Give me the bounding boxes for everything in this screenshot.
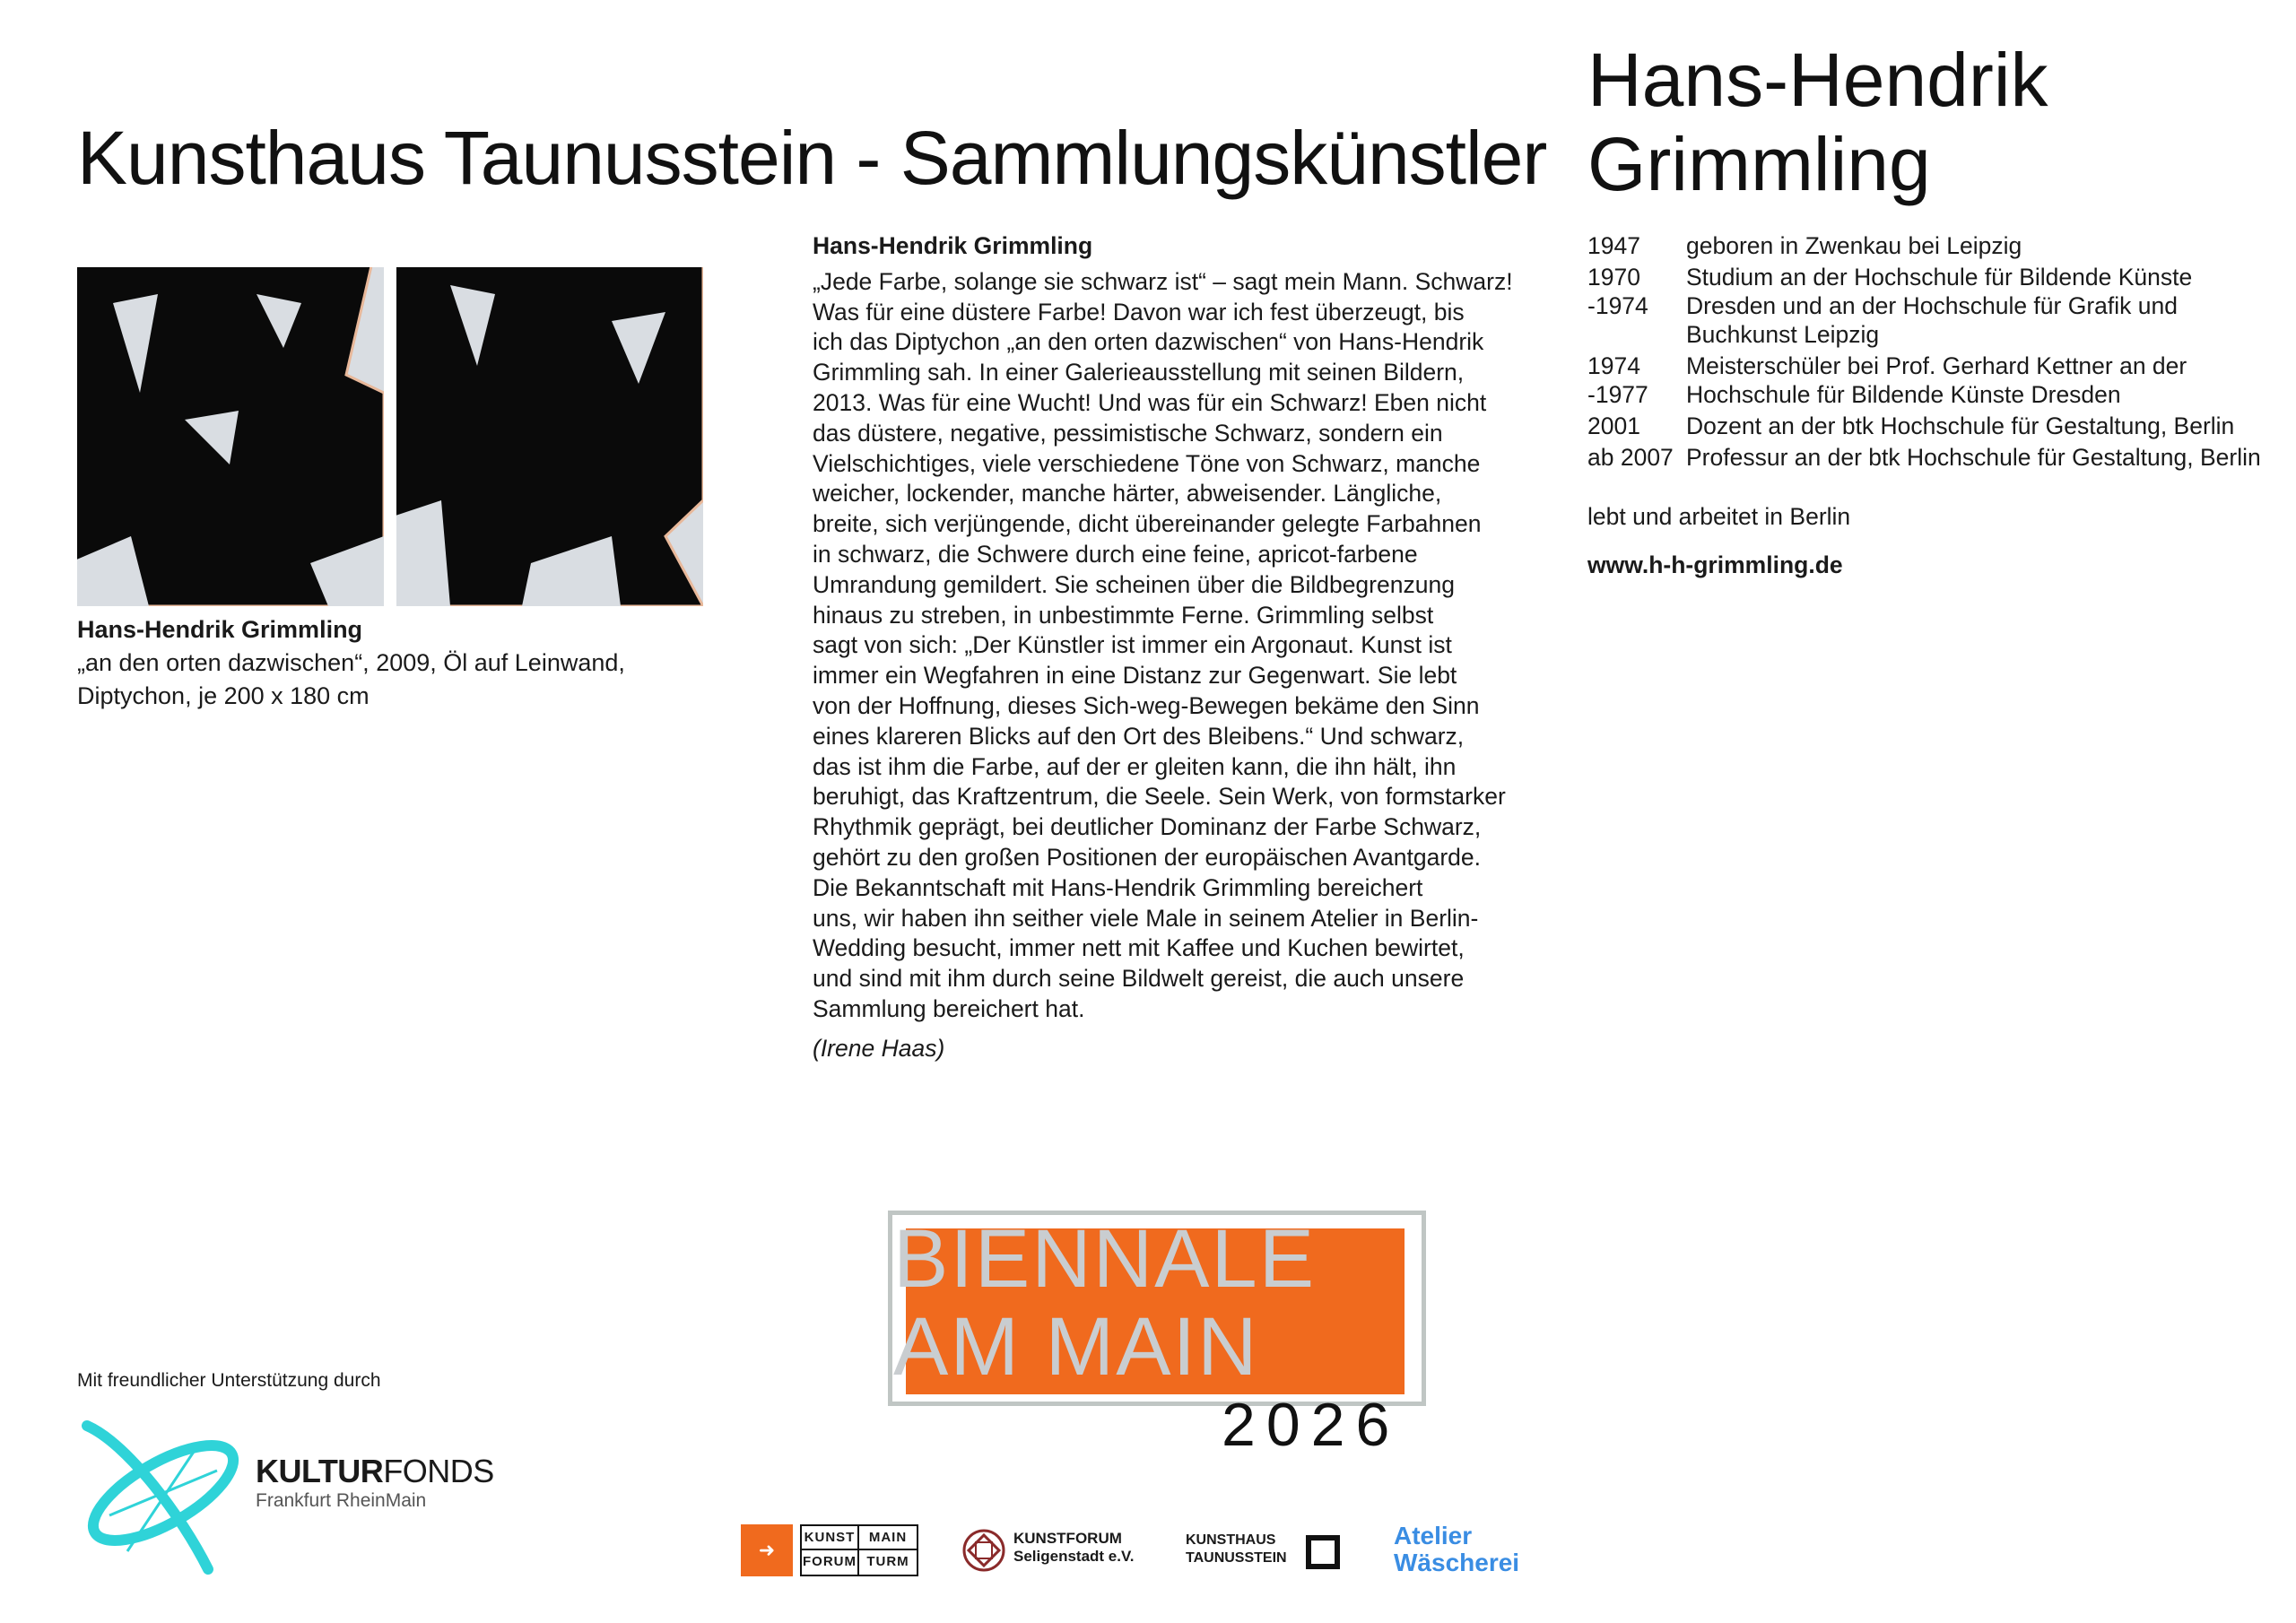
website-link[interactable]: www.h-h-grimmling.de bbox=[1587, 551, 1843, 578]
bio-list bbox=[1587, 231, 2287, 472]
caption-detail: Diptychon, je 200 x 180 cm bbox=[77, 682, 370, 709]
biography bbox=[1587, 231, 2287, 579]
kunstforum-seal-icon bbox=[961, 1528, 1006, 1573]
essay-line: von der Hoffnung, dieses Sich-weg-Bewegen bekäme den Sinn bbox=[813, 691, 1480, 719]
essay-body bbox=[813, 267, 1521, 1025]
essay-line: das ist ihm die Farbe, auf der er gleiten kann, die ihn hält, ihn bbox=[813, 752, 1457, 780]
bio-text: geboren in Zwenkau bei Leipzig bbox=[1686, 232, 2022, 259]
biennale-line2: AM MAIN bbox=[893, 1301, 1259, 1393]
essay-line: ich das Diptychon „an den orten dazwischen“ von Hans-Hendrik bbox=[813, 328, 1484, 356]
essay-heading: Hans-Hendrik Grimmling bbox=[813, 232, 1093, 259]
artist-name-line1: Hans-Hendrik bbox=[1587, 38, 2048, 122]
essay-line: Die Bekanntschaft mit Hans-Hendrik Grimmling bereichert bbox=[813, 873, 1423, 901]
essay-line: sagt von sich: „Der Künstler ist immer ein Argonaut. Kunst ist bbox=[813, 631, 1452, 659]
essay-line: in schwarz, die Schwere durch eine feine, apricot-farbene bbox=[813, 540, 1418, 568]
sponsor-logos bbox=[741, 1515, 1521, 1578]
lives-in: lebt und arbeitet in Berlin bbox=[1587, 503, 1851, 530]
essay-line: Rhythmik geprägt, bei deutlicher Dominanz der Farbe Schwarz, bbox=[813, 813, 1482, 841]
kunsthaus-line1: KUNSTHAUS bbox=[1186, 1532, 1276, 1548]
kunstmain-cell: KUNST bbox=[802, 1526, 859, 1550]
essay-line: Wedding besucht, immer nett mit Kaffee und Kuchen bewirtet, bbox=[813, 934, 1465, 962]
artwork-panel-right bbox=[396, 267, 703, 606]
essay-line: breite, sich verjüngende, dicht übereinander gelegte Farbahnen bbox=[813, 510, 1482, 538]
kulturfonds-regular: FONDS bbox=[383, 1453, 494, 1489]
artist-name-heading bbox=[1587, 38, 2048, 206]
essay-line: uns, wir haben ihn seither viele Male in seinem Atelier in Berlin- bbox=[813, 904, 1479, 932]
bio-entry bbox=[1587, 352, 2287, 409]
essay-line: Umrandung gemildert. Sie scheinen über die Bildbegrenzung bbox=[813, 570, 1455, 598]
kunsthaus-text bbox=[1186, 1532, 1287, 1567]
essay-line: beruhigt, das Kraftzentrum, die Seele. Sein Werk, von formstarker bbox=[813, 783, 1506, 811]
bio-entry bbox=[1587, 412, 2287, 440]
bio-year: ab 2007 bbox=[1587, 444, 1674, 471]
bio-text: Dozent an der btk Hochschule für Gestaltung, Berlin bbox=[1686, 412, 2235, 439]
biennale-year: 2026 bbox=[1222, 1391, 1401, 1459]
essay-author: (Irene Haas) bbox=[813, 1034, 945, 1062]
artist-name-line2: Grimmling bbox=[1587, 122, 1931, 206]
bio-entry bbox=[1587, 443, 2287, 472]
kunsthaus-square-icon bbox=[1306, 1535, 1340, 1569]
essay-line: und sind mit ihm durch seine Bildwelt gereist, die auch unsere bbox=[813, 965, 1465, 993]
kulturfonds-logo-icon bbox=[74, 1408, 253, 1578]
essay-line: eines klareren Blicks auf den Ort des Bleibens.“ Und schwarz, bbox=[813, 722, 1465, 750]
bio-entry bbox=[1587, 263, 2287, 349]
essay-line: Grimmling sah. In einer Galerieausstellung mit seinen Bildern, bbox=[813, 359, 1465, 386]
essay-line: Sammlung bereichert hat. bbox=[813, 994, 1085, 1022]
kunstmain-logo bbox=[800, 1524, 918, 1576]
caption-artist: Hans-Hendrik Grimmling bbox=[77, 616, 363, 643]
essay-line: weicher, lockender, manche härter, abweisender. Längliche, bbox=[813, 480, 1442, 508]
caption-title: „an den orten dazwischen“, 2009, Öl auf Leinwand, bbox=[77, 649, 625, 676]
bio-text: Studium an der Hochschule für Bildende Künste Dresden und an der Hochschule für Grafik und Buchkunst Leipzig bbox=[1686, 264, 2193, 348]
bio-text: Meisterschüler bei Prof. Gerhard Kettner an der Hochschule für Bildende Künste Dresden bbox=[1686, 352, 2187, 408]
artwork-panel-left bbox=[77, 267, 384, 606]
support-label: Mit freundlicher Unterstützung durch bbox=[77, 1370, 381, 1391]
kunstmain-cell: TURM bbox=[866, 1554, 909, 1569]
kulturfonds-sub: Frankfurt RheinMain bbox=[256, 1490, 427, 1511]
essay-line: Vielschichtiges, viele verschiedene Töne von Schwarz, manche bbox=[813, 449, 1481, 477]
essay-line: immer ein Wegfahren in eine Distanz zur Gegenwart. Sie lebt bbox=[813, 662, 1457, 690]
kunstforum-text bbox=[1013, 1530, 1134, 1566]
bio-year: 2001 bbox=[1587, 412, 1640, 439]
kunstmain-arrow-icon: ➜ bbox=[741, 1524, 793, 1576]
kulturfonds-bold: KULTUR bbox=[256, 1453, 384, 1489]
essay-line: das düstere, negative, pessimistische Schwarz, sondern ein bbox=[813, 419, 1443, 447]
bio-year: 1947 bbox=[1587, 232, 1640, 259]
essay-line: 2013. Was für eine Wucht! Und was für ein Schwarz! Eben nicht bbox=[813, 388, 1487, 416]
artwork-caption bbox=[77, 613, 625, 713]
essay-line: „Jede Farbe, solange sie schwarz ist“ – sagt mein Mann. Schwarz! bbox=[813, 267, 1513, 295]
atelier-line2: Wäscherei bbox=[1394, 1549, 1520, 1576]
kulturfonds-wordmark bbox=[256, 1453, 494, 1512]
bio-year: 1974 -1977 bbox=[1587, 352, 1648, 408]
kunstmain-cell: MAIN bbox=[859, 1526, 917, 1550]
bio-text: Professur an der btk Hochschule für Gestaltung, Berlin bbox=[1686, 444, 2261, 471]
atelier-line1: Atelier bbox=[1394, 1522, 1473, 1549]
kunsthaus-line2: TAUNUSSTEIN bbox=[1186, 1550, 1287, 1566]
essay-line: Was für eine düstere Farbe! Davon war ich fest überzeugt, bis bbox=[813, 298, 1465, 325]
kunstforum-line1: KUNSTFORUM bbox=[1013, 1530, 1122, 1547]
bio-entry bbox=[1587, 231, 2287, 260]
page-title: Kunsthaus Taunusstein - Sammlungskünstler bbox=[77, 116, 1547, 200]
bio-year: 1970 -1974 bbox=[1587, 264, 1648, 319]
essay-line: gehört zu den großen Positionen der europäischen Avantgarde. bbox=[813, 843, 1481, 871]
essay-line: hinaus zu streben, in unbestimmte Ferne. Grimmling selbst bbox=[813, 601, 1434, 629]
kunstmain-cell: FORUM bbox=[802, 1550, 859, 1575]
kunstforum-line2: Seligenstadt e.V. bbox=[1013, 1548, 1135, 1565]
biennale-line1: BIENNALE bbox=[893, 1213, 1317, 1305]
essay bbox=[813, 231, 1521, 1064]
atelier-waescherei-text bbox=[1394, 1523, 1519, 1576]
